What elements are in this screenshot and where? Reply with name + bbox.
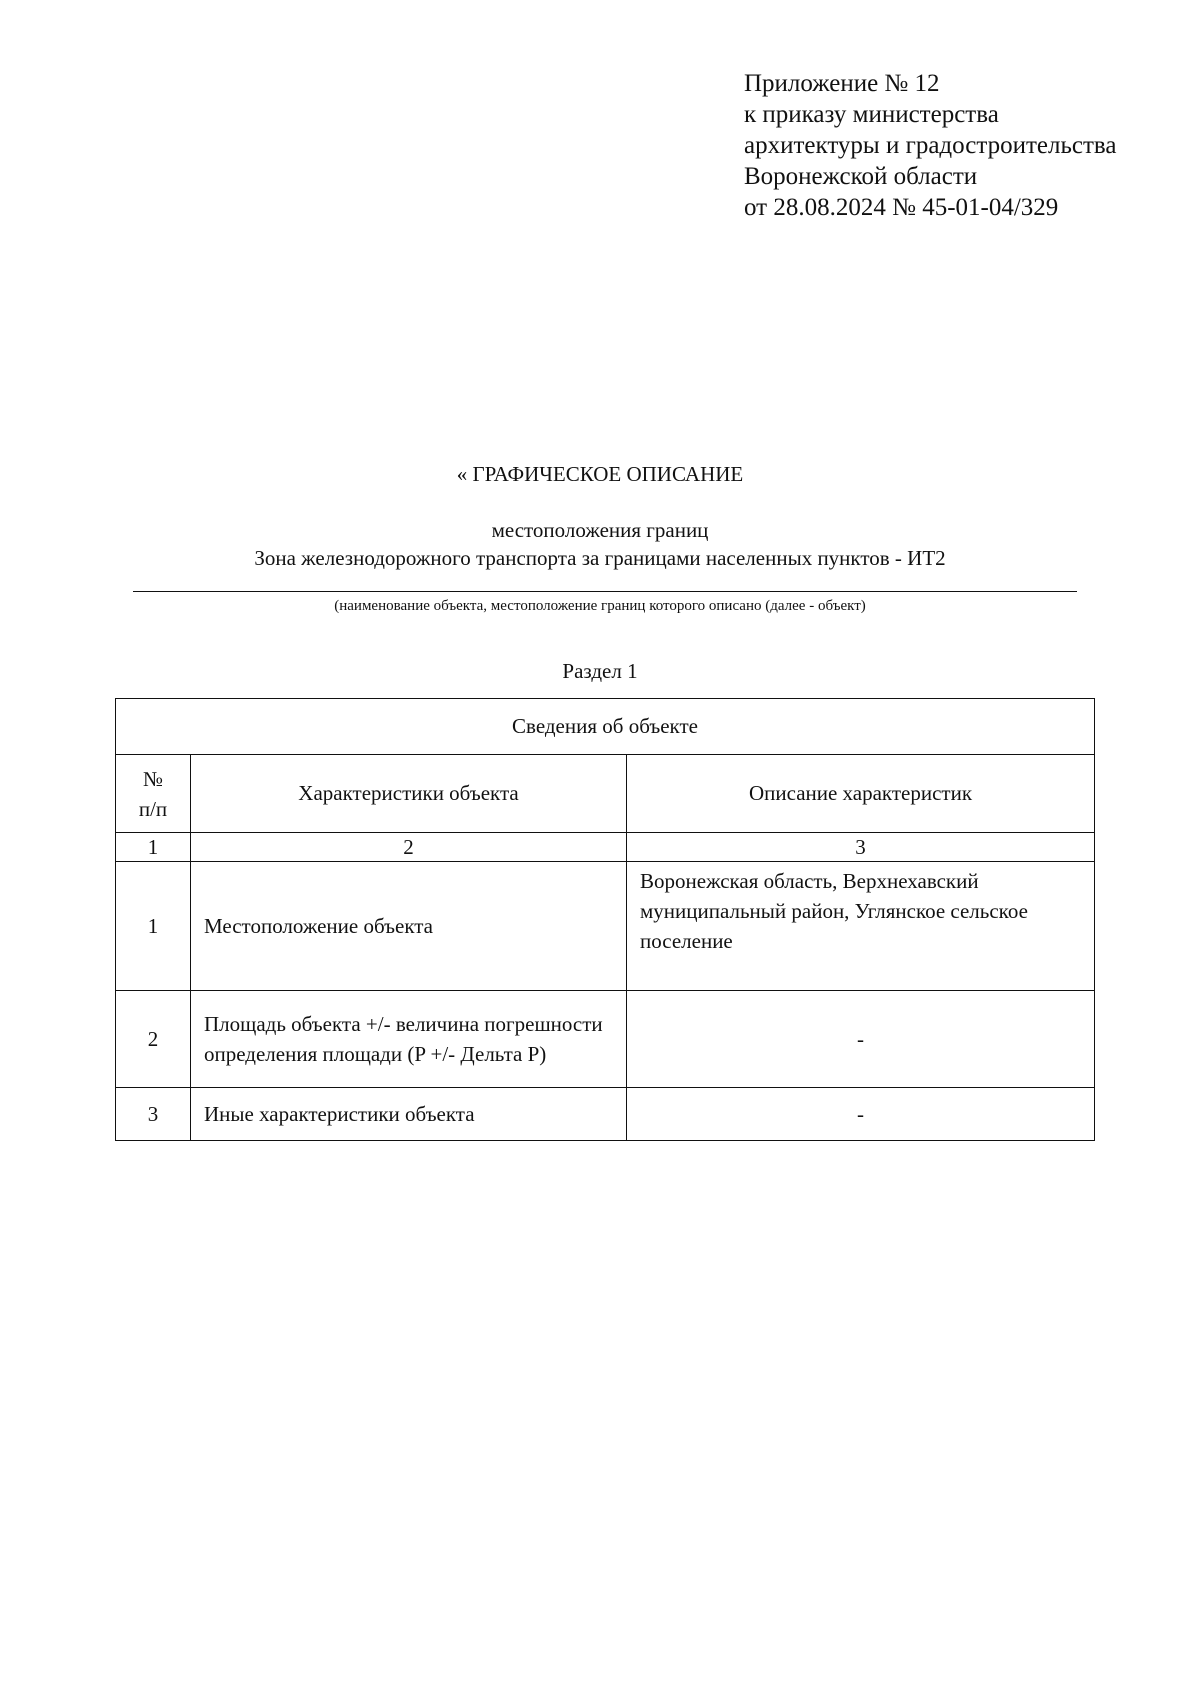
row-characteristic: Иные характеристики объекта	[191, 1088, 627, 1141]
appendix-line: архитектуры и градостроительства	[744, 132, 1117, 159]
column-number: 1	[116, 833, 191, 862]
object-name-caption: (наименование объекта, местоположение границ которого описано (далее - объект)	[334, 598, 866, 614]
table-row	[116, 862, 1095, 991]
document-title: « ГРАФИЧЕСКОЕ ОПИСАНИЕ	[456, 462, 744, 486]
column-header-num: № п/п	[116, 755, 191, 833]
row-characteristic: Местоположение объекта	[191, 862, 627, 991]
row-characteristic: Площадь объекта +/- величина погрешности определения площади (P +/- Дельта P)	[191, 991, 627, 1088]
appendix-line: Воронежской области	[744, 163, 978, 190]
document-subtitle: местоположения границ	[491, 518, 709, 542]
table-header-row	[116, 699, 1095, 755]
table-row	[116, 1088, 1095, 1141]
column-headers-row	[116, 755, 1095, 833]
row-number: 1	[116, 862, 191, 991]
table-row	[116, 991, 1095, 1088]
column-header-description: Описание характеристик	[627, 755, 1095, 833]
object-name: Зона железнодорожного транспорта за границами населенных пунктов - ИТ2	[254, 546, 946, 570]
appendix-line: от 28.08.2024 № 45-01-04/329	[744, 194, 1059, 221]
row-description: -	[627, 991, 1095, 1088]
appendix-block	[744, 68, 1116, 223]
row-description: -	[627, 1088, 1095, 1141]
table-header: Сведения об объекте	[116, 699, 1095, 755]
row-description: Воронежская область, Верхнехавский муниципальный район, Углянское сельское поселение	[627, 862, 1095, 991]
row-number: 2	[116, 991, 191, 1088]
column-number: 3	[627, 833, 1095, 862]
column-numbers-row	[116, 833, 1095, 862]
object-info-table	[115, 698, 1095, 1141]
column-header-characteristic: Характеристики объекта	[191, 755, 627, 833]
section-title: Раздел 1	[562, 659, 638, 683]
object-name-underline	[133, 591, 1077, 592]
appendix-line: Приложение № 12	[744, 70, 940, 97]
column-number: 2	[191, 833, 627, 862]
appendix-line: к приказу министерства	[744, 101, 999, 128]
row-number: 3	[116, 1088, 191, 1141]
